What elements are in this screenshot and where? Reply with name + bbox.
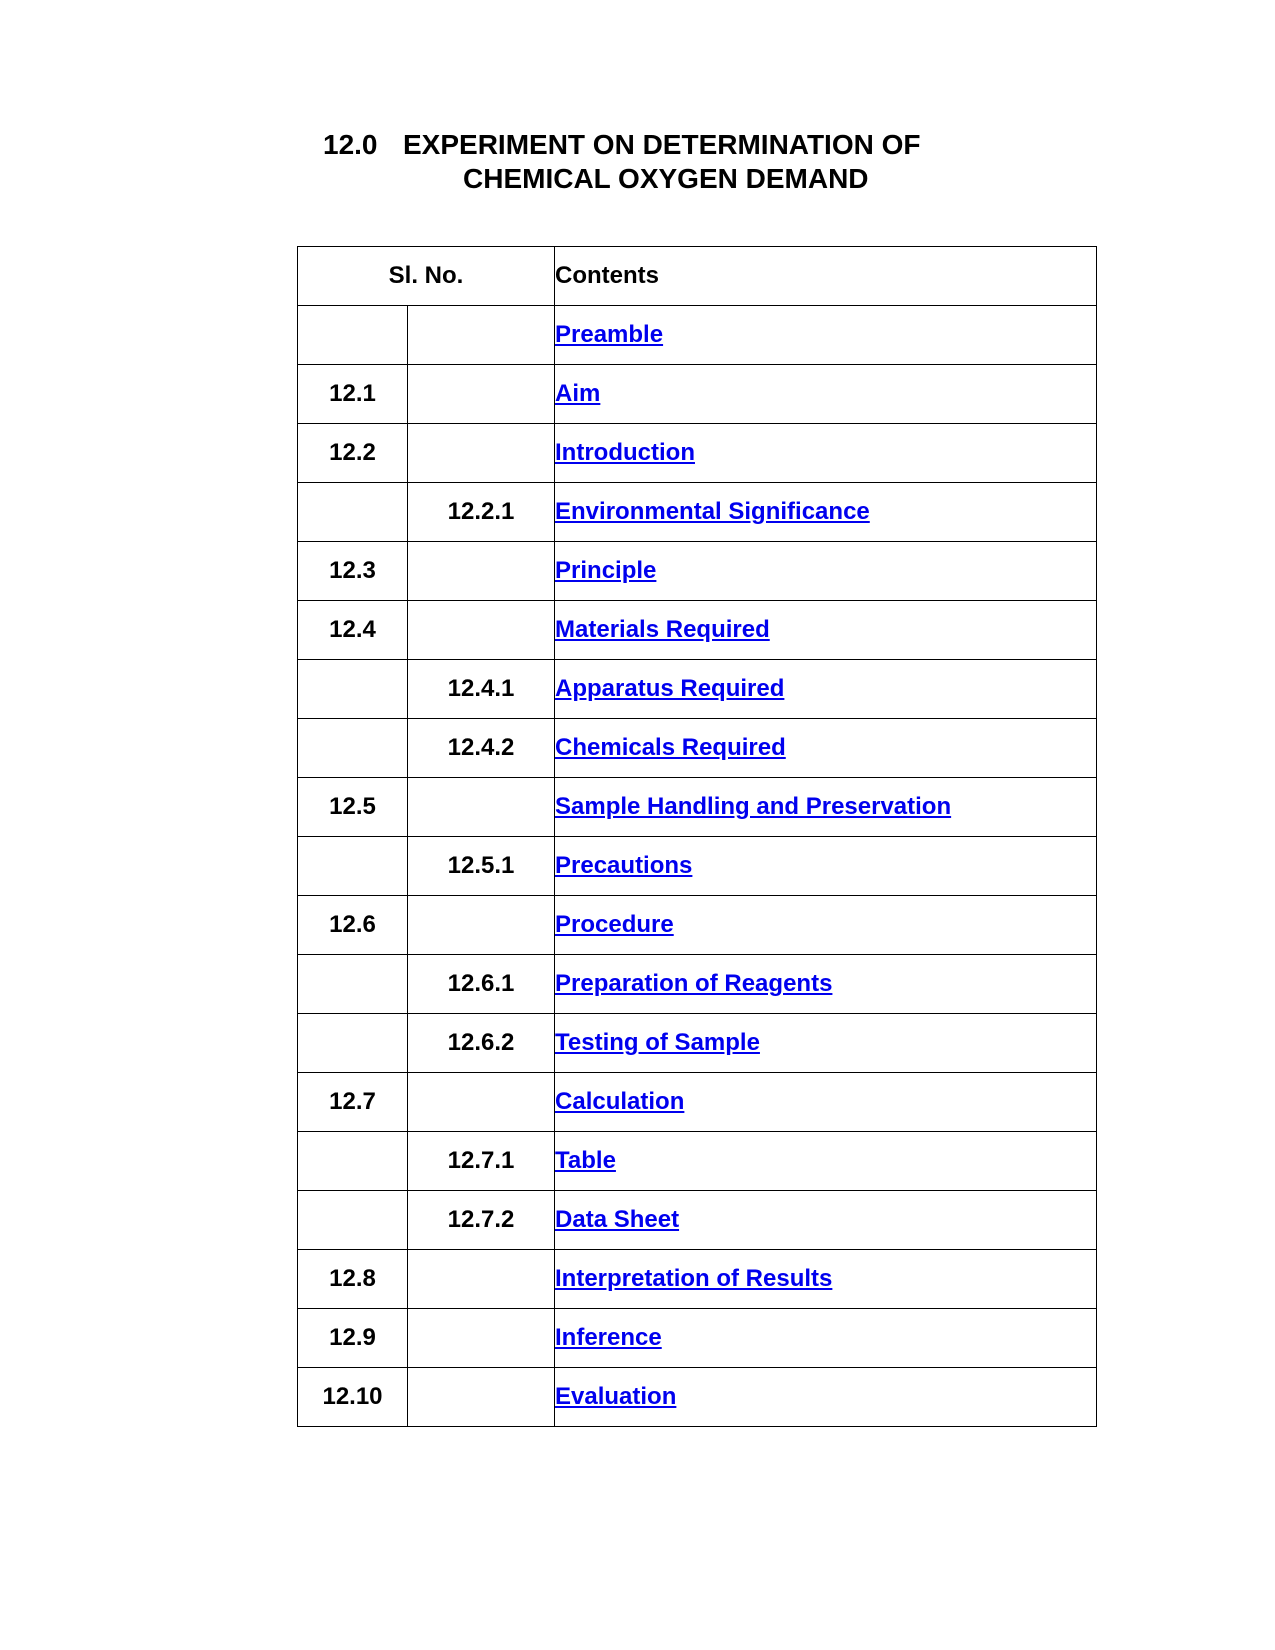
contents-cell <box>555 896 1097 955</box>
subsection-number: 12.5.1 <box>408 837 555 896</box>
table-row <box>298 955 1097 1014</box>
section-number <box>298 837 408 896</box>
section-number <box>298 1014 408 1073</box>
title-line-2: CHEMICAL OXYGEN DEMAND <box>463 163 869 194</box>
section-number: 12.9 <box>298 1309 408 1368</box>
subsection-number <box>408 1368 555 1427</box>
contents-cell <box>555 424 1097 483</box>
table-row <box>298 1014 1097 1073</box>
section-number <box>298 483 408 542</box>
table-row <box>298 1191 1097 1250</box>
table-header-row <box>298 247 1097 306</box>
subsection-number: 12.6.1 <box>408 955 555 1014</box>
subsection-number <box>408 424 555 483</box>
section-number: 12.8 <box>298 1250 408 1309</box>
contents-cell <box>555 542 1097 601</box>
section-number: 12.10 <box>298 1368 408 1427</box>
contents-link[interactable]: Procedure <box>555 911 674 938</box>
table-row <box>298 1250 1097 1309</box>
subsection-number <box>408 365 555 424</box>
table-row <box>298 1073 1097 1132</box>
contents-link[interactable]: Testing of Sample <box>555 1029 760 1056</box>
subsection-number <box>408 1309 555 1368</box>
subsection-number: 12.4.2 <box>408 719 555 778</box>
table-row <box>298 365 1097 424</box>
contents-link[interactable]: Precautions <box>555 852 693 879</box>
contents-link[interactable]: Inference <box>555 1324 662 1351</box>
contents-cell <box>555 483 1097 542</box>
table-row <box>298 896 1097 955</box>
section-number: 12.4 <box>298 601 408 660</box>
contents-cell <box>555 365 1097 424</box>
table-row <box>298 719 1097 778</box>
contents-cell <box>555 955 1097 1014</box>
contents-link[interactable]: Apparatus Required <box>555 675 785 702</box>
title-line-1 <box>323 128 921 162</box>
section-number: 12.7 <box>298 1073 408 1132</box>
contents-cell <box>555 1014 1097 1073</box>
contents-cell <box>555 1309 1097 1368</box>
subsection-number <box>408 1073 555 1132</box>
subsection-number: 12.7.1 <box>408 1132 555 1191</box>
section-number: 12.3 <box>298 542 408 601</box>
contents-link[interactable]: Aim <box>555 380 601 407</box>
subsection-number <box>408 306 555 365</box>
subsection-number <box>408 778 555 837</box>
contents-link[interactable]: Table <box>555 1147 616 1174</box>
contents-cell <box>555 1368 1097 1427</box>
title-text-1: EXPERIMENT ON DETERMINATION OF <box>403 129 921 160</box>
contents-link[interactable]: Principle <box>555 557 657 584</box>
table-row <box>298 601 1097 660</box>
contents-cell <box>555 778 1097 837</box>
subsection-number: 12.6.2 <box>408 1014 555 1073</box>
table-row <box>298 1132 1097 1191</box>
section-number: 12.1 <box>298 365 408 424</box>
subsection-number <box>408 1250 555 1309</box>
section-number <box>298 660 408 719</box>
section-number <box>298 719 408 778</box>
section-number: 12.2 <box>298 424 408 483</box>
subsection-number: 12.4.1 <box>408 660 555 719</box>
contents-link[interactable]: Data Sheet <box>555 1206 680 1233</box>
contents-link[interactable]: Interpretation of Results <box>555 1265 833 1292</box>
contents-link[interactable]: Evaluation <box>555 1383 677 1410</box>
subsection-number <box>408 542 555 601</box>
contents-cell <box>555 1250 1097 1309</box>
header-sl-no: Sl. No. <box>298 247 555 306</box>
contents-cell <box>555 1073 1097 1132</box>
contents-cell <box>555 1132 1097 1191</box>
contents-link[interactable]: Introduction <box>555 439 695 466</box>
title-number: 12.0 <box>323 129 378 160</box>
contents-cell <box>555 306 1097 365</box>
section-number <box>298 1191 408 1250</box>
subsection-number: 12.2.1 <box>408 483 555 542</box>
contents-cell <box>555 1191 1097 1250</box>
table-row <box>298 306 1097 365</box>
contents-link[interactable]: Preparation of Reagents <box>555 970 833 997</box>
table-row <box>298 837 1097 896</box>
contents-link[interactable]: Chemicals Required <box>555 734 786 761</box>
section-number <box>298 306 408 365</box>
table-row <box>298 660 1097 719</box>
subsection-number <box>408 896 555 955</box>
table-row <box>298 542 1097 601</box>
contents-table <box>297 246 1097 1427</box>
section-number: 12.6 <box>298 896 408 955</box>
contents-link[interactable]: Materials Required <box>555 616 770 643</box>
table-row <box>298 483 1097 542</box>
contents-link[interactable]: Preamble <box>555 321 664 348</box>
contents-cell <box>555 719 1097 778</box>
section-number <box>298 955 408 1014</box>
table-row <box>298 424 1097 483</box>
subsection-number: 12.7.2 <box>408 1191 555 1250</box>
contents-cell <box>555 601 1097 660</box>
table-row <box>298 778 1097 837</box>
section-number: 12.5 <box>298 778 408 837</box>
section-number <box>298 1132 408 1191</box>
table-row <box>298 1368 1097 1427</box>
contents-cell <box>555 660 1097 719</box>
subsection-number <box>408 601 555 660</box>
contents-cell <box>555 837 1097 896</box>
table-row <box>298 1309 1097 1368</box>
contents-link[interactable]: Sample Handling and Preservation <box>555 793 952 820</box>
contents-link[interactable]: Environmental Significance <box>555 498 870 525</box>
header-contents: Contents <box>555 247 1097 306</box>
contents-link[interactable]: Calculation <box>555 1088 685 1115</box>
